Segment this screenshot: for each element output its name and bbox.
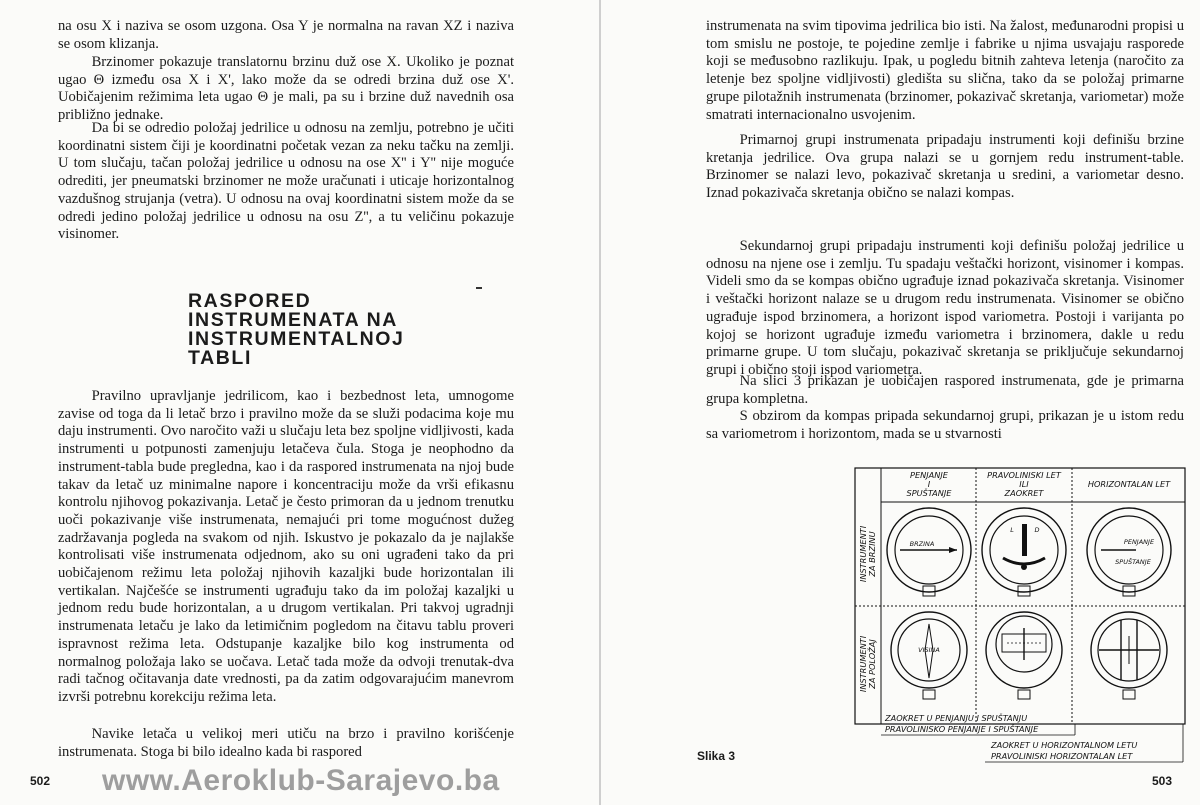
paragraph-9: Na slici 3 prikazan je uobičajen raspored instrumenata, gde je primarna grupa kompletna. [706, 373, 1184, 407]
paragraph-5: Navike letača u velikoj meri utiču na brzo i pravilno korišćenje instrumenata. Stoga bi bilo idealno kada bi raspored [58, 726, 514, 760]
heading-line-2: INSTRUMENATA NA [188, 309, 398, 331]
row-label-1-line-2: ZA BRZINU [867, 531, 877, 577]
section-heading [188, 292, 468, 368]
turn-left-label: L [1010, 526, 1014, 534]
turn-needle [1022, 524, 1027, 556]
col-header-1-line-3: SPUŠTANJE [906, 488, 952, 498]
altimeter-gauge [891, 612, 967, 699]
col-header-2-line-3: ZAOKRET [1004, 488, 1044, 498]
page-number-right: 503 [1152, 774, 1173, 788]
paragraph-10: S obzirom da kompas pripada sekundarnoj grupi, prikazan je u istom redu sa variometrom i horizontom, mada se u stvarnosti [706, 408, 1184, 442]
instrument-panel-diagram [845, 466, 1190, 771]
paragraph-8: Sekundarnoj grupi pripadaju instrumenti koji definišu položaj jedrilice u odnosu na njene ose i zemlju. Tu spadaju veštački horizont, visinomer i kompas. Videli smo da se kompas obično ugrađuje iznad pokazivača skretanja. Visinomer i veštački horizont nalaze se u drugom redu instrumenata. Visinomer se obično ugrađuje ispod brzinomera, a horizont ispod variometra. Postoji i varijanta po kojoj se horizont ugrađuje između variometra i brzinomera, dakle u redu primarne grupe. U tom slučaju, pokazivač skretanja se priključuje sekundarnoj grupi i obično stoji ispod variometra. [706, 238, 1184, 378]
airspeed-gauge [887, 508, 971, 596]
row-label-1-line-1: INSTRUMENTI [858, 525, 868, 583]
bottom-label-1-line-2: PRAVOLINISKO PENJANJE I SPUŠTANJE [885, 724, 1039, 734]
compass-gauge [986, 612, 1062, 699]
paragraph-6: instrumenata na svim tipovima jedrilica bio isti. Na žalost, međunarodni propisi u tom smislu ne postoje, te pojedine zemlje i fabrike u njima usvajaju rasporede koji se međusobno razlikuju. Ipak, u pogledu bitnih zahteva letenja (naročito za letenje bez spoljne vidljivosti) gledišta su slična, tako da se položaj primarne grupe pilotažnih instrumenata (brzinomer, pokazivač skretanja, variometar) može smatrati internacionalno usvojenim. [706, 18, 1184, 123]
heading-line-1: RASPORED [188, 290, 312, 312]
paragraph-3: Da bi se odredio položaj jedrilice u odnosu na zemlju, potrebno je učiti koordinatni sistem čiji je koordinatni početak vezan za neku tačku na zemlji. U tom slučaju, tačan položaj jedrilice u odnosu na ose X'' i Y'' nije moguće odrediti, jer pneumatski brzinomer ne može uračunati i uticaje horizontalnog vazdušnog strujanja (vetra). U odnosu na ovaj koordinatni sistem može da se odredi jedino položaj jedrilice u odnosu na osu Z'', a tu veličinu pokazuje visinomer. [58, 120, 514, 243]
turn-right-label: D [1034, 526, 1040, 534]
left-page [0, 0, 599, 805]
heading-line-4: TABLI [188, 347, 252, 369]
heading-line-3: INSTRUMENTALNOJ [188, 328, 405, 350]
col-header-3: HORIZONTALAN LET [1087, 479, 1171, 489]
bottom-label-2-line-2: PRAVOLINISKI HORIZONTALAN LET [991, 751, 1133, 761]
airspeed-label: BRZINA [909, 540, 935, 548]
paragraph-1: na osu X i naziva se osom uzgona. Osa Y je normalna na ravan XZ i naziva se osom klizanja. [58, 18, 514, 52]
paragraph-7: Primarnoj grupi instrumenata pripadaju instrumenti koji definišu brzine kretanja jedrilice. Ova grupa nalazi se u gornjem redu instrument-table. Brzinomer se nalazi levo, pokazivač skretanja u sredini, a variometar desno. Iznad pokazivača skretanja obično se nalazi kompas. [706, 132, 1184, 202]
row-label-2-line-1: INSTRUMENTI [858, 635, 868, 693]
page-number-left: 502 [30, 774, 51, 788]
website-watermark: www.Aeroklub-Sarajevo.ba [102, 764, 500, 797]
margin-mark [476, 287, 482, 289]
turn-indicator-gauge [982, 508, 1066, 596]
paragraph-2: Brzinomer pokazuje translatornu brzinu duž ose X. Ukoliko je poznat ugao Θ između osa X i X', lako može da se odredi brzina duž ose X'. Uobičajenim režimima leta ugao Θ je mali, pa su i brzine duž navednih osa približno jednake. [58, 54, 514, 124]
instrument-panel-figure [845, 466, 1190, 771]
figure-caption: Slika 3 [697, 749, 736, 763]
altimeter-label: VISINA [918, 646, 940, 654]
col-header-2-line-1: PRAVOLINISKI LET [987, 470, 1061, 480]
paragraph-4: Pravilno upravljanje jedrilicom, kao i bezbednost leta, umnogome zavise od toga da li letač brzo i pravilno može da se služi podacima koje mu daju instrumenti. Ovo naročito važi u slučaju leta bez spoljne vidljivosti, kada instrumenti u potpunosti zamenjuju letačeva čula. Stoga je neophodno da instrument-tabla bude pregledna, kao i da raspored instrumenata na njoj bude takav da letač uz minimalne napore i koncentraciju može da vrši efikasnu kontrolu njihovog pokazivanja. Letač je često primoran da u jednom trenutku uoči pokazivanje više instrumenata, nemajući pri tome mogućnost dužeg zadržavanja pogleda na svakom od njih. Iskustvo je pokazalo da je najlakše kontrolisati više instrumenata odjednom, ako su oni ugrađeni tako da pri uobičajenom režimu leta položaj njihovih kazaljki bude horizontalan ili vertikalan. Najčešće se instrumenti ugrađuju tako da im položaj kazaljki u jednom redu bude horizontalan, a u drugom vertikalan. Pri takvoj ugradnji instrumenata letaču je lako da letimičnim pogledom na čitavu tablu proveri ispravnost režima leta. Odstupanje kazaljke bilo kog instrumenta od normalnog položaja lako se uočava. Letač tada može da odvoji trenutak-dva radi tačnog očitavanja date vrednosti, pa da zatim odgovarajućim manevrom izvrši potrebnu korekciju režima leta. [58, 388, 514, 705]
bottom-label-1-line-1: ZAOKRET U PENJANJU I SPUŠTANJU [885, 713, 1028, 723]
row-label-2-line-2: ZA POLOŽAJ [867, 639, 877, 689]
col-header-1-line-1: PENJANJE [910, 470, 948, 480]
vario-down-label: SPUŠTANJE [1115, 558, 1151, 566]
artificial-horizon-gauge [1091, 612, 1167, 699]
vario-up-label: PENJANJE [1123, 538, 1155, 546]
bottom-label-2-line-1: ZAOKRET U HORIZONTALNOM LETU [991, 740, 1138, 750]
variometer-gauge [1087, 508, 1171, 596]
col-header-1-line-2: I [927, 479, 931, 489]
col-header-2-line-2: ILI [1019, 479, 1029, 489]
